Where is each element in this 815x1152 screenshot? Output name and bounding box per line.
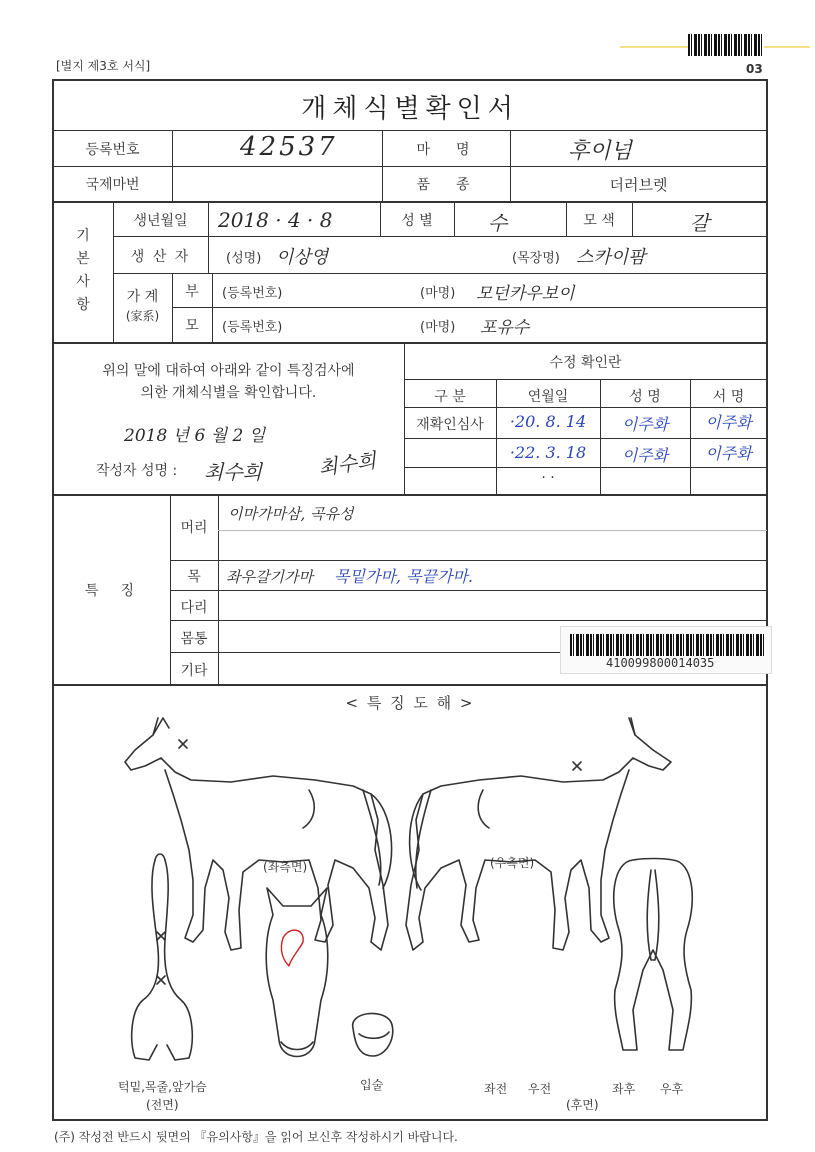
intl-no-label: 국제마번 xyxy=(85,177,140,193)
revision-row-name: 이주화 xyxy=(621,415,669,434)
sire-label: 부 xyxy=(185,284,199,300)
horse-name-label: 마 명 xyxy=(416,142,476,158)
horse-rear-view-drawing xyxy=(614,859,693,1051)
revision-header-date: 연월일 xyxy=(527,389,569,405)
left-hind-caption: 좌후 xyxy=(612,1082,636,1096)
revision-row-type: 재확인심사 xyxy=(416,417,484,433)
feature-head-label: 머리 xyxy=(180,520,208,536)
features-section-label: 특 징 xyxy=(84,583,139,599)
page-barcode xyxy=(688,34,764,56)
reg-no-value: 42537 xyxy=(240,132,338,162)
lips-caption: 입술 xyxy=(360,1078,384,1092)
right-side-caption: (우측면) xyxy=(490,856,535,870)
sire-name-label: (마명) xyxy=(420,286,456,301)
revision-row-date: ·20. 8. 14 xyxy=(509,412,587,431)
producer-name-value: 이상영 xyxy=(276,247,329,268)
confirm-date: 2018 년 6 월 2 일 xyxy=(124,426,266,446)
reg-no-label: 등록번호 xyxy=(85,142,140,158)
feature-other-label: 기타 xyxy=(180,663,208,679)
producer-label: 생 산 자 xyxy=(130,249,191,265)
dam-name-label: (마명) xyxy=(420,320,456,335)
horse-lips-drawing xyxy=(353,1013,393,1056)
sex-label: 성 별 xyxy=(401,213,433,229)
dam-reg-label: (등록번호) xyxy=(222,320,283,335)
left-fore-caption: 좌전 xyxy=(484,1082,508,1096)
horse-right-side-drawing xyxy=(406,718,671,950)
pedigree-sub: (家系) xyxy=(125,309,160,323)
farm-label: (목장명) xyxy=(512,251,560,266)
right-fore-caption: 우전 xyxy=(528,1082,552,1096)
feature-legs-label: 다리 xyxy=(180,600,208,616)
feature-neck-extra: 목밑가마, 목끝가마. xyxy=(334,567,473,586)
horse-head-front-drawing xyxy=(266,888,328,1057)
front-caption-label: 턱밑,목줄,앞가슴 xyxy=(118,1080,207,1094)
feature-neck-value: 좌우갈기가마 xyxy=(226,568,313,586)
page-code: 03 xyxy=(746,62,763,76)
coat-value: 갈 xyxy=(689,211,710,235)
sex-value: 수 xyxy=(488,211,508,235)
basic-label-char: 사 xyxy=(76,274,90,290)
breed-label: 품 종 xyxy=(416,177,476,193)
confirm-text-line1: 위의 말에 대하여 아래와 같이 특징검사에 xyxy=(102,363,355,379)
breed-value: 더러브렛 xyxy=(609,176,668,194)
pedigree-label: 가 계 xyxy=(126,289,159,305)
sticker-barcode-number: 410099800014035 xyxy=(606,656,715,670)
sire-name-value: 모던카우보이 xyxy=(476,284,575,304)
birth-date-label: 생년월일 xyxy=(133,213,188,229)
horse-diagram xyxy=(53,710,767,1120)
left-side-caption: (좌측면) xyxy=(263,860,308,874)
confirm-text-line2: 의한 개체식별을 확인합니다. xyxy=(140,385,317,401)
revision-header-name: 성 명 xyxy=(629,389,661,405)
basic-label-char: 기 xyxy=(76,228,90,244)
author-value: 최수희 xyxy=(204,460,262,484)
basic-label-char: 항 xyxy=(76,297,90,313)
basic-section-label xyxy=(53,225,113,317)
revision-header-type: 구 분 xyxy=(434,389,466,405)
head-marking xyxy=(281,930,303,966)
footer-note: (주) 작성전 반드시 뒷면의 『유의사항』을 읽어 보신후 작성하시기 바랍니다. xyxy=(54,1130,458,1144)
form-title: 개체식별확인서 xyxy=(301,94,519,124)
producer-name-label: (성명) xyxy=(226,251,262,266)
dam-label: 모 xyxy=(185,318,199,334)
revision-row-date: · · xyxy=(541,470,555,486)
rear-caption: (후면) xyxy=(566,1098,599,1112)
horse-front-view-drawing xyxy=(132,854,193,1060)
coat-label: 모 색 xyxy=(583,213,615,229)
revision-header-sign: 서 명 xyxy=(712,389,745,405)
dam-name-value: 포유수 xyxy=(480,318,530,338)
birth-date-value: 2018 · 4 · 8 xyxy=(218,208,333,232)
horse-name-value: 후이넘 xyxy=(568,139,632,164)
form-reference: [별지 제3호 서식] xyxy=(56,59,151,73)
farm-value: 스카이팜 xyxy=(576,247,646,268)
front-caption: (전면) xyxy=(146,1098,179,1112)
basic-label-char: 본 xyxy=(76,251,90,267)
revision-row-date: ·22. 3. 18 xyxy=(509,443,587,462)
revision-row-sign: 이주화 xyxy=(705,413,752,432)
feature-head-value: 이마가마삼, 곡유성 xyxy=(228,505,354,523)
revision-row-name: 이주화 xyxy=(621,446,669,465)
feature-body-label: 몸통 xyxy=(180,631,208,647)
revision-row-sign: 이주화 xyxy=(705,444,752,463)
right-hind-caption: 우후 xyxy=(660,1082,684,1096)
diagram-title: < 특 징 도 해 > xyxy=(345,694,475,712)
horse-left-side-drawing xyxy=(125,718,392,950)
author-label: 작성자 성명 : xyxy=(96,463,178,479)
sticker-barcode xyxy=(570,634,766,656)
feature-neck-label: 목 xyxy=(187,569,201,585)
sire-reg-label: (등록번호) xyxy=(222,286,283,301)
author-signature: 최수희 xyxy=(316,448,378,480)
revision-title: 수정 확인란 xyxy=(549,355,622,371)
